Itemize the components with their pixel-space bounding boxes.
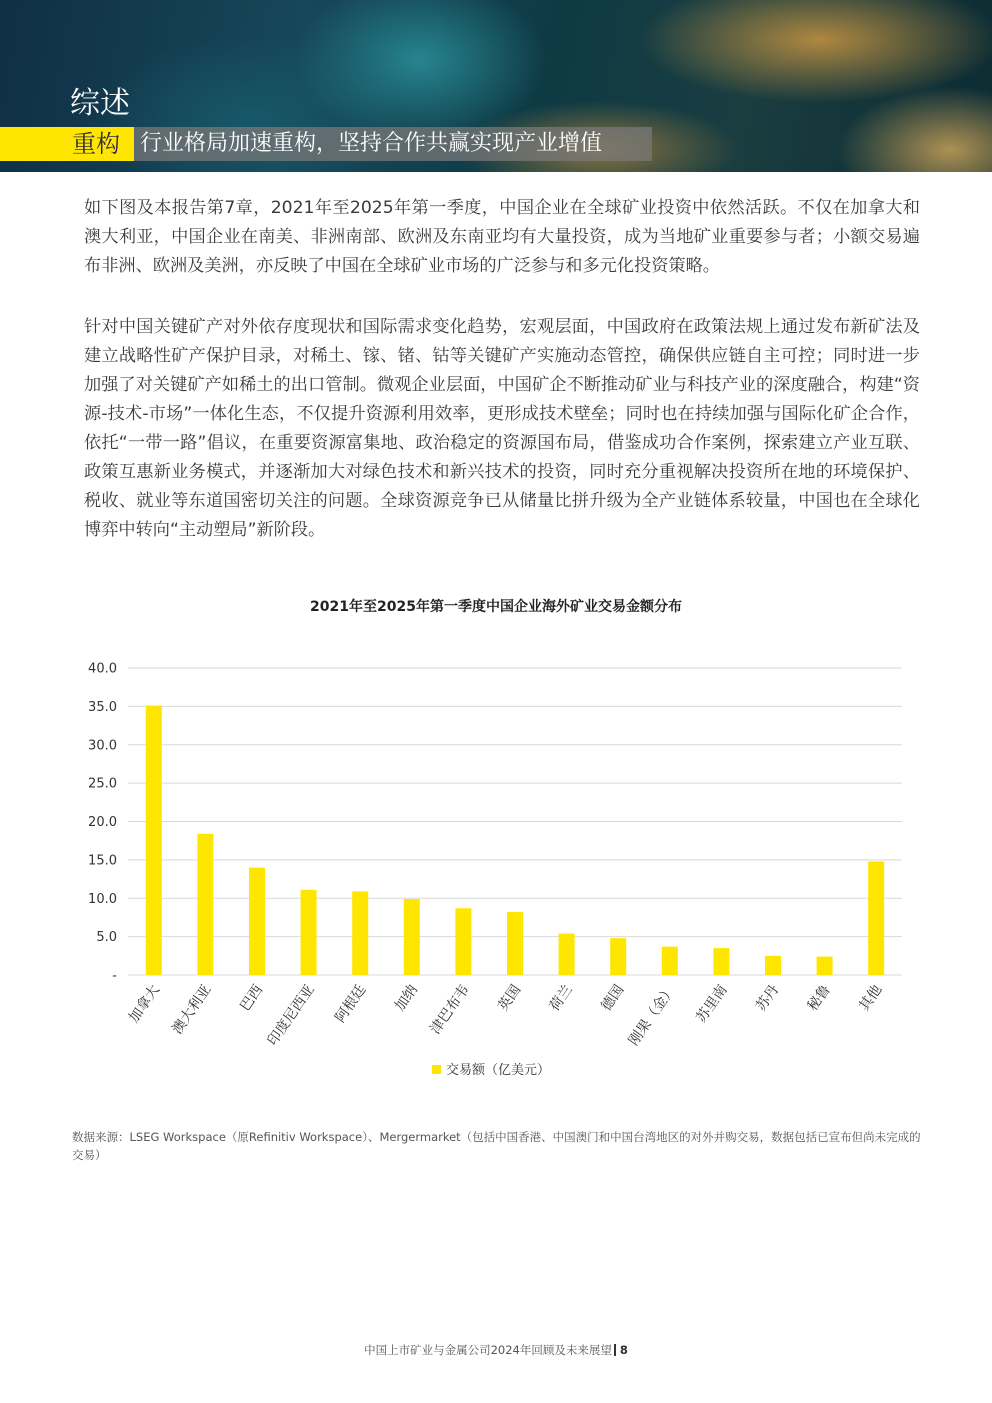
x-tick-label: 苏丹 [753, 982, 783, 1015]
x-tick-label: 阿根廷 [332, 982, 370, 1026]
x-tick-label: 巴西 [237, 982, 267, 1015]
bar [507, 912, 523, 975]
bar-chart [0, 640, 992, 1090]
y-tick-label: 40.0 [88, 661, 117, 677]
bar [404, 899, 420, 975]
section-title: 综述 [70, 86, 130, 121]
bar [301, 890, 317, 975]
bar [662, 947, 678, 975]
bar [146, 706, 162, 975]
page-number: 8 [619, 1343, 628, 1357]
chart-title: 2021年至2025年第一季度中国企业海外矿业交易金额分布 [310, 599, 682, 615]
body-paragraph-2: 针对中国关键矿产对外依存度现状和国际需求变化趋势，宏观层面，中国政府在政策法规上通过发布新矿法及建立战略性矿产保护目录，对稀土、镓、锗、钴等关键矿产实施动态管控，确保供应链自主可控；同时进一步加强了对关键矿产如稀土的出口管制。微观企业层面，中国矿企不断推动矿业与科技产业的深度融合，构建“资源-技术-市场”一体化生态，不仅提升资源利用效率，更形成技术壁垒；同时也在持续加强与国际化矿企合作，依托“一带一路”倡议，在重要资源富集地、政治稳定的资源国布局，借鉴成功合作案例，探索建立产业互联、政策互惠新业务模式，并逐渐加大对绿色技术和新兴技术的投资，同时充分重视解决投资所在地的环境保护、税收、就业等东道国密切关注的问题。全球资源竞争已从储量比拼升级为全产业链体系较量，中国也在全球化博弈中转向“主动塑局”新阶段。 [84, 317, 920, 540]
y-tick-label: 20.0 [88, 815, 117, 830]
x-tick-label: 英国 [495, 982, 525, 1015]
footer-text: 中国上市矿业与金属公司2024年回顾及未来展望 [364, 1343, 612, 1357]
source-note: 数据来源：LSEG Workspace（原Refinitiv Workspace）、Mergermarket（包括中国香港、中国澳门和中国台湾地区的对外并购交易，数据包括已宣布但尚未完成的交易） [72, 1130, 921, 1162]
x-tick-label: 德国 [598, 982, 628, 1015]
x-tick-label: 印度尼西亚 [264, 982, 318, 1049]
bar [455, 908, 471, 975]
y-tick-label: 30.0 [88, 738, 117, 754]
x-tick-label: 其他 [856, 982, 886, 1015]
x-tick-label: 荷兰 [546, 982, 576, 1015]
y-tick-label: 10.0 [88, 891, 117, 907]
bar [713, 948, 729, 975]
bar [765, 956, 781, 975]
x-tick-label: 加纳 [391, 982, 422, 1015]
y-tick-label: 15.0 [88, 853, 117, 869]
y-tick-label: 35.0 [88, 699, 117, 715]
x-tick-label: 秘鲁 [804, 982, 834, 1015]
page-footer [0, 1342, 992, 1358]
bar [559, 934, 575, 975]
bar [817, 957, 833, 975]
footer-separator [614, 1344, 616, 1356]
section-subtitle: 行业格局加速重构，坚持合作共赢实现产业增值 [140, 131, 603, 156]
x-tick-label: 加拿大 [125, 982, 164, 1026]
bar [610, 938, 626, 975]
bar [197, 834, 213, 975]
x-tick-label: 津巴布韦 [427, 982, 473, 1038]
subtitle-bar [0, 127, 652, 161]
y-tick-label: 25.0 [88, 776, 117, 792]
y-tick-label: - [112, 968, 117, 984]
x-tick-label: 澳大利亚 [169, 982, 215, 1038]
bar [868, 861, 884, 975]
header-banner [0, 0, 992, 172]
x-tick-label: 刚果（金） [625, 982, 680, 1049]
legend-label: 交易额（亿美元） [446, 1063, 551, 1078]
bar [352, 891, 368, 975]
highlight-word: 重构 [72, 130, 120, 158]
legend-swatch [432, 1065, 441, 1074]
x-tick-label: 苏里南 [693, 982, 731, 1026]
y-tick-label: 5.0 [96, 930, 117, 946]
bar [249, 868, 265, 975]
body-paragraph-1: 如下图及本报告第7章，2021年至2025年第一季度，中国企业在全球矿业投资中依然活跃。不仅在加拿大和澳大利亚，中国企业在南美、非洲南部、欧洲及东南亚均有大量投资，成为当地矿业重要参与者；小额交易遍布非洲、欧洲及美洲，亦反映了中国在全球矿业市场的广泛参与和多元化投资策略。 [84, 198, 920, 276]
